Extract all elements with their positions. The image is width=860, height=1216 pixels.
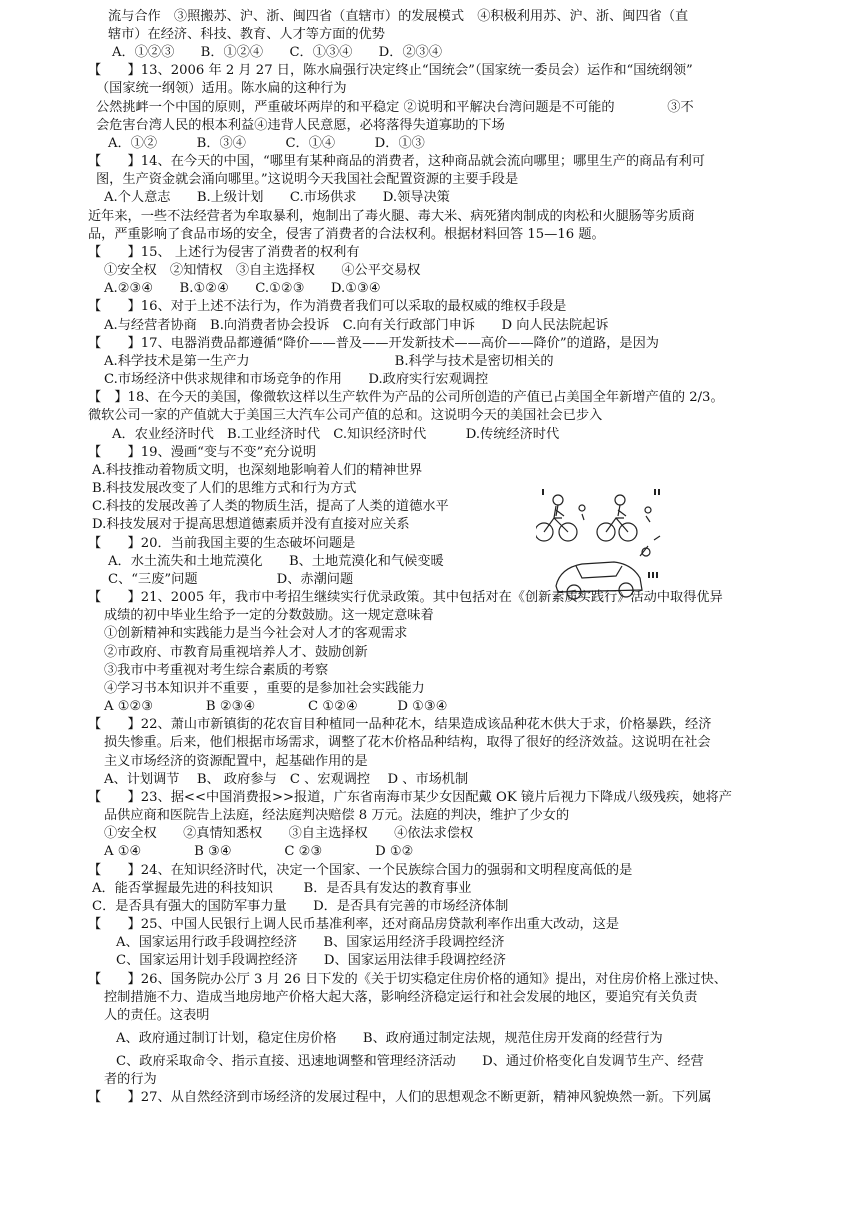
text-line: 辖市）在经济、科技、教育、人才等方面的优势 — [108, 27, 385, 42]
text-line: 品，严重影响了食品市场的安全，侵害了消费者的合法权利。根据材料回答 15—16 题。 — [88, 227, 605, 242]
text-line: A.与经营者协商 B.向消费者协会投诉 C.向有关行政部门申诉 D 向人民法院起诉 — [104, 318, 609, 333]
comic-illustration — [536, 486, 666, 604]
text-line: 【 】14、在今天的中国，“哪里有某种商品的消费者，这种商品就会流向哪里；哪里生产的商品有利可 — [88, 154, 705, 169]
text-line: A.②③④ B.①②④ C.①②③ D.①③④ — [104, 281, 381, 296]
text-line: 【 】20．当前我国主要的生态破坏问题是 — [88, 536, 356, 551]
text-line: C、“三废”问题 D、赤潮问题 — [108, 572, 354, 587]
text-line: 公然挑衅一个中国的原则，严重破坏两岸的和平稳定 ②说明和平解决台湾问题是不可能的 ③不 — [96, 100, 694, 115]
text-line: 【 】23、据<<中国消费报>>报道，广东省南海市某少女因配戴 OK 镜片后视力下降成八级残疾，她将产 — [88, 790, 732, 805]
text-line: 【 】19、漫画“变与不变”充分说明 — [88, 445, 317, 460]
text-line: 【 】22、萧山市新镇街的花农盲目种植同一品种花木，结果造成该品种花木供大于求，价格暴跌，经济 — [88, 717, 712, 732]
text-line: A ①②③ B ②③④ C ①②④ D ①③④ — [104, 699, 448, 714]
text-line: 【 】16、对于上述不法行为，作为消费者我们可以采取的最权威的维权手段是 — [88, 299, 567, 314]
text-line: 【 】24、在知识经济时代，决定一个国家、一个民族综合国力的强弱和文明程度高低的是 — [88, 863, 633, 878]
text-line: ②市政府、市教育局重视培养人才、鼓励创新 — [104, 645, 368, 660]
text-line: 【 】18、在今天的美国，像微软这样以生产软件为产品的公司所创造的产值已占美国全年新增产值的 2/3。 — [88, 390, 724, 405]
text-line: 流与合作 ③照搬苏、沪、浙、闽四省（直辖市）的发展模式 ④积极利用苏、沪、浙、闽四省（直 — [108, 9, 689, 24]
text-line: A.科学技术是第一生产力 B.科学与技术是密切相关的 — [104, 354, 554, 369]
text-line: 【 】25、中国人民银行上调人民币基准利率，还对商品房贷款利率作出重大改动，这是 — [88, 917, 620, 932]
text-line: 近年来，一些不法经营者为牟取暴利，炮制出了毒火腿、毒大米、病死猪肉制成的肉松和火腿肠等劣质商 — [88, 209, 695, 224]
text-line: A．能否掌握最先进的科技知识 B．是否具有发达的教育事业 — [92, 881, 472, 896]
text-line: 会危害台湾人民的根本利益④违背人民意愿，必将落得失道寡助的下场 — [96, 118, 505, 133]
text-line: A．①②③ B．①②④ C．①③④ D．②③④ — [112, 45, 443, 60]
text-line: 【 】21、2005 年，我市中考招生继续实行优录政策。其中包括对在《创新素质实践行》活动中取得优异 — [88, 590, 723, 605]
text-line: （国家统一纲领）适用。陈水扁的这种行为 — [96, 81, 347, 96]
text-line: 微软公司一家的产值就大于美国三大汽车公司产值的总和。这说明今天的美国社会已步入 — [88, 408, 603, 423]
text-line: 损失惨重。后来，他们根据市场需求，调整了花木价格品种结构，取得了很好的经济效益。这说明在社会 — [104, 735, 711, 750]
text-line: 品供应商和医院告上法庭，经法庭判决赔偿 8 万元。法庭的判决，维护了少女的 — [104, 808, 570, 823]
text-line: ④学习书本知识并不重要 ，重要的是参加社会实践能力 — [104, 681, 425, 696]
text-line: 人的责任。这表明 — [104, 1008, 210, 1023]
text-line: ③我市中考重视对考生综合素质的考察 — [104, 663, 329, 678]
text-line: A．农业经济时代 B.工业经济时代 C.知识经济时代 D.传统经济时代 — [112, 427, 560, 442]
text-line: B.科技发展改变了人们的思维方式和行为方式 — [92, 481, 357, 496]
text-line: 【 】15、 上述行为侵害了消费者的权利有 — [88, 245, 360, 260]
text-line: ①安全权 ②知情权 ③自主选择权 ④公平交易权 — [104, 263, 421, 278]
text-line: A ①④ B ③④ C ②③ D ①② — [104, 844, 414, 859]
rider-head-icon — [615, 495, 625, 505]
text-line: A.个人意志 B.上级计划 C.市场供求 D.领导决策 — [104, 190, 450, 205]
text-line: 主义市场经济的资源配置中，起基础作用的是 — [104, 754, 368, 769]
text-line: 控制措施不力、造成当地房地产价格大起大落，影响经济稳定运行和社会发展的地区，要追究有关负责 — [104, 990, 698, 1005]
text-line: 图，生产资金就会涌向哪里。”这说明今天我国社会配置资源的主要手段是 — [96, 172, 519, 187]
text-line: A、计划调节 B、 政府参与 C 、宏观调控 D 、市场机制 — [104, 772, 469, 787]
text-line: C．是否具有强大的国防军事力量 D．是否具有完善的市场经济体制 — [92, 899, 509, 914]
text-line: ①安全权 ②真情知悉权 ③自主选择权 ④依法求偿权 — [104, 826, 474, 841]
text-line: A．①② B．③④ C．①④ D．①③ — [108, 136, 425, 151]
text-line: ①创新精神和实践能力是当今社会对人才的客观需求 — [104, 626, 408, 641]
text-line: 成绩的初中毕业生给予一定的分数鼓励。这一规定意味着 — [104, 608, 434, 623]
text-line: C.科技的发展改善了人类的物质生活，提高了人类的道德水平 — [92, 499, 449, 514]
text-line: C.市场经济中供求规律和市场竞争的作用 D.政府实行宏观调控 — [104, 372, 489, 387]
text-line: C、政府采取命令、指示直接、迅速地调整和管理经济活动 D、通过价格变化自发调节生产、经营 — [116, 1054, 704, 1069]
rider-head-icon — [553, 495, 563, 505]
text-line: 【 】27、从自然经济到市场经济的发展过程中，人们的思想观念不断更新，精神风貌焕然一新。下列属 — [88, 1090, 712, 1105]
text-line: C、国家运用计划手段调控经济 D、国家运用法律手段调控经济 — [116, 953, 506, 968]
text-line: 者的行为 — [104, 1072, 157, 1087]
text-line: 【 】17、电器消费品都遵循“降价——普及——开发新技术——高价——降价”的道路，是因为 — [88, 336, 659, 351]
text-line: 【 】13、2006 年 2 月 27 日，陈水扁强行决定终止“国统会”（国家统一委员会）运作和“国统纲领” — [88, 63, 693, 78]
text-line: A、国家运用行政手段调控经济 B、国家运用经济手段调控经济 — [116, 935, 505, 950]
text-line: D.科技发展对于提高思想道德素质并没有直接对应关系 — [92, 517, 410, 532]
text-line: A．水土流失和土地荒漠化 B、土地荒漠化和气候变暖 — [108, 554, 444, 569]
text-line: A、政府通过制订计划，稳定住房价格 B、政府通过制定法规，规范住房开发商的经营行为 — [116, 1031, 663, 1046]
text-line: 【 】26、国务院办公厅 3 月 26 日下发的《关于切实稳定住房价格的通知》提出，对住房价格上涨过快、 — [88, 972, 727, 987]
text-line: A.科技推动着物质文明，也深刻地影响着人们的精神世界 — [92, 463, 423, 478]
